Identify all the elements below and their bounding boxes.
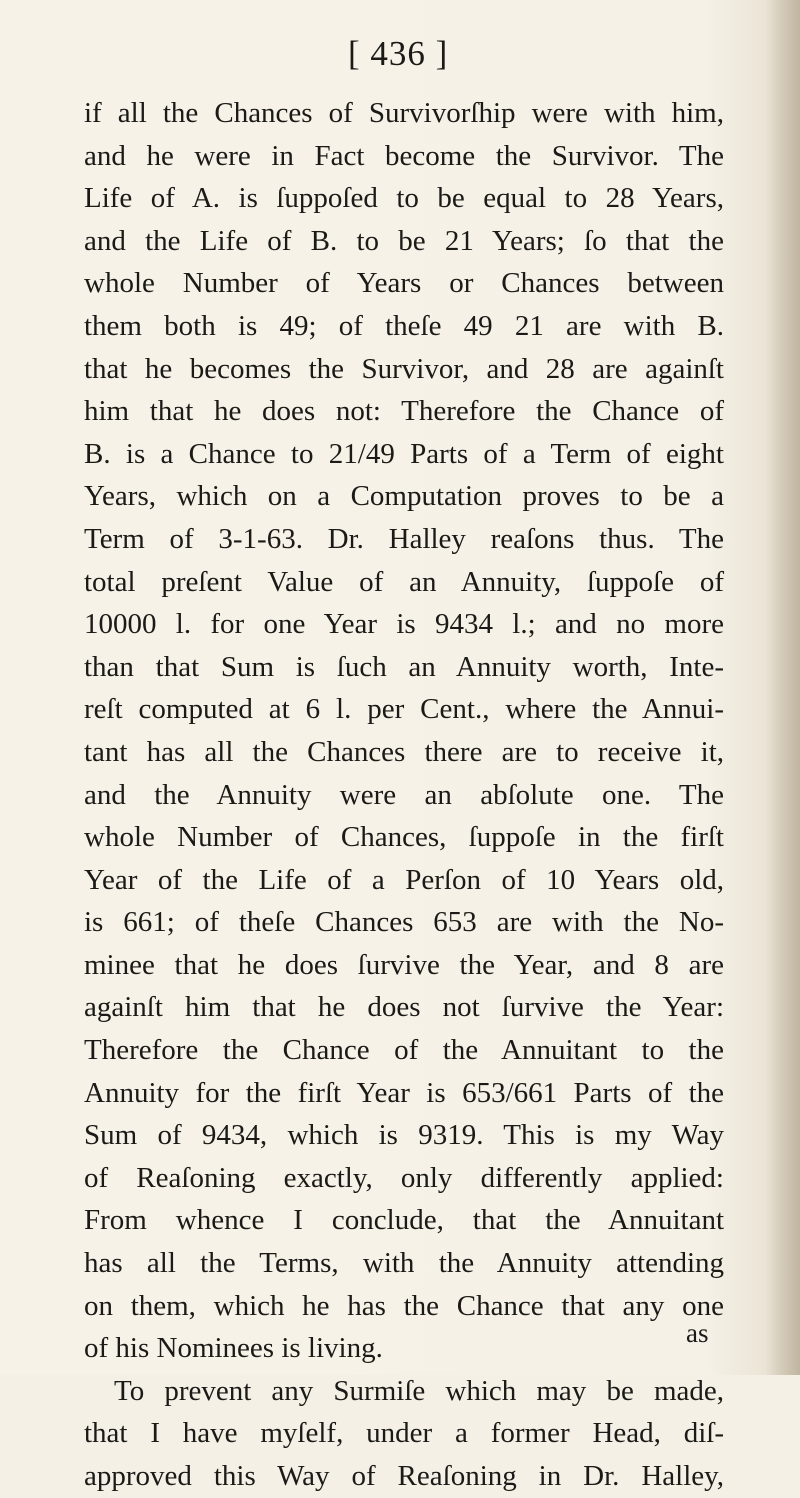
text-line: B. is a Chance to 21/49 Parts of a Term of eight: [84, 437, 724, 470]
text-line: that he becomes the Survivor, and 28 are againſt: [84, 352, 724, 385]
text-line: than that Sum is ſuch an Annuity worth, Inte-: [84, 650, 724, 683]
page-edge-shadow: [766, 0, 800, 1375]
text-line: if all the Chances of Survivorſhip were with him,: [84, 97, 724, 129]
catchword: as: [686, 1318, 709, 1348]
text-line: and the Annuity were an abſolute one. The: [84, 778, 724, 811]
text-line: Annuity for the firſt Year is 653/661 Parts of the: [84, 1076, 724, 1109]
text-line: of his Nominees is living.: [84, 1332, 383, 1365]
text-line: and the Life of B. to be 21 Years; ſo that the: [84, 224, 724, 257]
text-line: that I have myſelf, under a former Head, diſ-: [84, 1417, 724, 1450]
text-line: Life of A. is ſuppoſed to be equal to 28 Years,: [84, 182, 724, 215]
text-line: of Reaſoning exactly, only differently applied:: [84, 1161, 724, 1194]
text-line: Sum of 9434, which is 9319. This is my Way: [84, 1119, 724, 1152]
body-text: [84, 92, 724, 1498]
text-line: whole Number of Years or Chances between: [84, 267, 724, 300]
text-line: minee that he does ſurvive the Year, and 8 are: [84, 948, 724, 981]
text-line: From whence I conclude, that the Annuitant: [84, 1204, 724, 1237]
text-line: reſt computed at 6 l. per Cent., where the Annui-: [84, 693, 724, 726]
text-line: Year of the Life of a Perſon of 10 Years old,: [84, 863, 724, 896]
text-line: has all the Terms, with the Annuity attending: [84, 1247, 724, 1280]
text-line: To prevent any Surmiſe which may be made,: [114, 1374, 724, 1407]
text-line: on them, which he has the Chance that any one: [84, 1289, 724, 1322]
text-line: approved this Way of Reaſoning in Dr. Halley,: [84, 1460, 724, 1492]
text-line: tant has all the Chances there are to receive it,: [84, 735, 724, 768]
text-line: Years, which on a Computation proves to be a: [84, 480, 724, 513]
text-line: 10000 l. for one Year is 9434 l.; and no more: [84, 608, 724, 641]
text-line: is 661; of theſe Chances 653 are with the No-: [84, 906, 724, 939]
text-line: them both is 49; of theſe 49 21 are with B.: [84, 309, 724, 342]
text-line: whole Number of Chances, ſuppoſe in the firſt: [84, 821, 724, 854]
page-number: [ 436 ]: [348, 34, 449, 73]
text-line: total preſent Value of an Annuity, ſuppoſe of: [84, 565, 724, 598]
text-line: Therefore the Chance of the Annuitant to the: [84, 1034, 724, 1067]
text-line: againſt him that he does not ſurvive the Year:: [84, 991, 724, 1024]
text-line: Term of 3-1-63. Dr. Halley reaſons thus. The: [84, 522, 724, 555]
text-line: him that he does not: Therefore the Chance of: [84, 395, 724, 428]
text-line: and he were in Fact become the Survivor. The: [84, 139, 724, 172]
